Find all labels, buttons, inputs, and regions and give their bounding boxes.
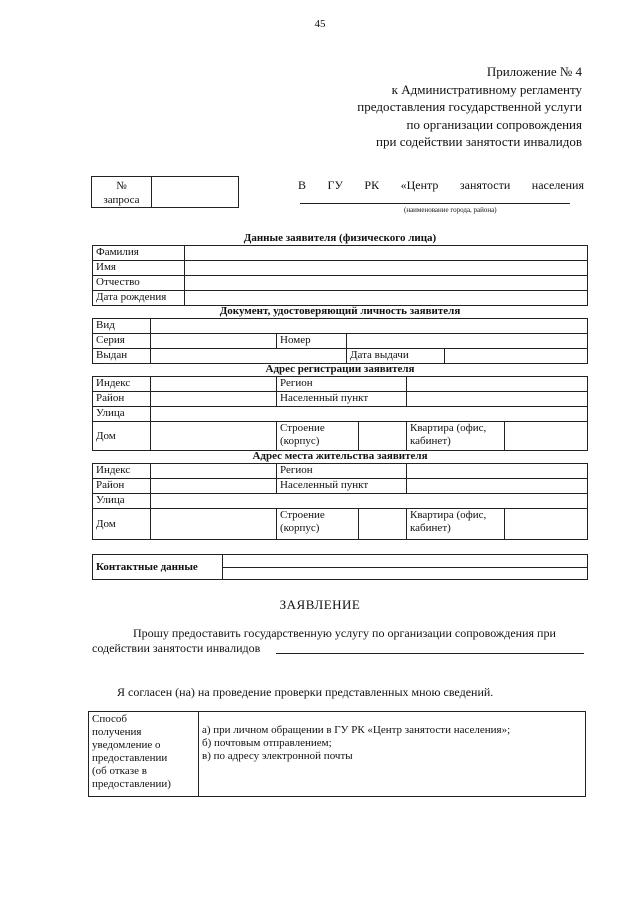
registration-section-title: Адрес регистрации заявителя [265,363,415,375]
doc-number-label: Номер [277,334,347,349]
birthdate-field[interactable] [185,291,588,306]
appendix-line: по организации сопровождения [406,116,582,132]
surname-field[interactable] [185,246,588,261]
doc-issued-field[interactable] [151,349,347,364]
res-locality-field[interactable] [407,479,588,494]
doc-issue-date-label: Дата выдачи [347,349,445,364]
notification-label [89,712,199,797]
applicant-field-label: Фамилия [93,246,185,261]
applicant-section-title: Данные заявителя (физического лица) [243,232,437,244]
res-district-field[interactable] [151,479,277,494]
appendix-line: Приложение № 4 [486,64,582,79]
appendix-header [357,63,582,151]
reg-locality-field[interactable] [407,392,588,407]
appendix-line: к Административному регламенту [391,81,582,97]
reg-locality-label: Населенный пункт [277,392,407,407]
reg-street-label: Улица [93,407,151,422]
res-house-field[interactable] [151,509,277,540]
notification-label-line: получения [92,726,142,738]
appendix-line: предоставления государственной услуги [357,99,582,114]
notification-table [88,711,586,797]
reg-region-field[interactable] [407,377,588,392]
addressee-word: В [298,178,307,192]
reg-building-label: Строение (корпус) [277,422,359,450]
name-field[interactable] [185,261,588,276]
notification-option[interactable]: а) при личном обращении в ГУ РК «Центр занятости населения»; [202,724,511,736]
doc-issued-label: Выдан [93,349,151,364]
notification-label-line: уведомление о [92,739,161,751]
request-text-line1: Прошу предоставить государственную услугу по организации сопровождения при [133,626,556,640]
res-district-label: Район [93,479,151,494]
contacts-table [92,554,588,580]
res-building-cell [277,509,407,540]
res-region-label: Регион [277,464,407,479]
notification-options [199,712,586,797]
res-index-label: Индекс [93,464,151,479]
notification-label-line: Способ [92,713,127,725]
res-apartment-field[interactable] [505,509,588,540]
addressee-word: занятости [459,178,511,192]
res-apartment-label: Квартира (офис, кабинет) [407,509,505,540]
doc-number-field[interactable] [347,334,588,349]
notification-option[interactable]: в) по адресу электронной почты [202,750,353,762]
addressee-word: населения [531,178,584,192]
page-number: 45 [314,18,326,30]
notification-option[interactable]: б) почтовым отправлением; [202,737,332,749]
residence-table [92,463,588,540]
reg-house-field[interactable] [151,422,277,451]
request-number-label [92,177,152,208]
res-street-label: Улица [93,494,151,509]
doc-type-field[interactable] [151,319,588,334]
document-table [92,318,588,364]
reg-index-label: Индекс [93,377,151,392]
request-no-word: запроса [103,194,140,206]
reg-house-label: Дом [93,422,151,451]
contacts-field[interactable] [223,555,588,580]
document-section-title: Документ, удостоверяющий личность заявителя [219,305,461,317]
addressee-caption: (наименование города, района) [404,206,497,214]
applicant-field-label: Имя [93,261,185,276]
res-region-field[interactable] [407,464,588,479]
reg-apartment-field[interactable] [505,422,588,451]
res-locality-label: Населенный пункт [277,479,407,494]
request-text-line2: содействии занятости инвалидов [92,641,261,655]
doc-type-label: Вид [93,319,151,334]
request-number-box [91,176,239,208]
res-street-field[interactable] [151,494,588,509]
residence-section-title: Адрес места жительства заявителя [252,450,428,462]
applicant-field-label: Отчество [93,276,185,291]
applicant-table [92,245,588,306]
reg-region-label: Регион [277,377,407,392]
reg-district-label: Район [93,392,151,407]
doc-series-field[interactable] [151,334,277,349]
registration-table [92,376,588,451]
reg-apartment-label: Квартира (офис, кабинет) [407,422,505,451]
notification-label-line: (об отказе в [92,765,147,777]
reg-building-cell [277,422,407,451]
patronymic-field[interactable] [185,276,588,291]
addressee-word: РК [364,178,380,192]
notification-label-line: предоставлении [92,752,168,764]
notification-label-line: предоставлении) [92,778,171,790]
doc-series-label: Серия [93,334,151,349]
request-no-sign: № [116,180,127,192]
request-underline [276,653,584,654]
addressee-word: «Центр [400,178,439,192]
appendix-line: при содействии занятости инвалидов [376,134,582,149]
reg-index-field[interactable] [151,377,277,392]
reg-street-field[interactable] [151,407,588,422]
request-number-field[interactable] [152,177,239,208]
res-house-label: Дом [93,509,151,540]
consent-text: Я согласен (на) на проведение проверки представленных мною сведений. [117,685,494,699]
addressee-line [298,178,584,193]
doc-issue-date-field[interactable] [445,349,588,364]
addressee-underline[interactable] [300,203,570,204]
res-building-field[interactable] [359,509,406,539]
res-index-field[interactable] [151,464,277,479]
addressee-word: ГУ [327,178,343,192]
applicant-field-label: Дата рождения [93,291,185,306]
res-building-label: Строение (корпус) [277,509,359,539]
statement-heading: ЗАЯВЛЕНИЕ [279,597,361,612]
reg-building-field[interactable] [359,422,406,450]
reg-district-field[interactable] [151,392,277,407]
contacts-label: Контактные данные [93,555,223,580]
